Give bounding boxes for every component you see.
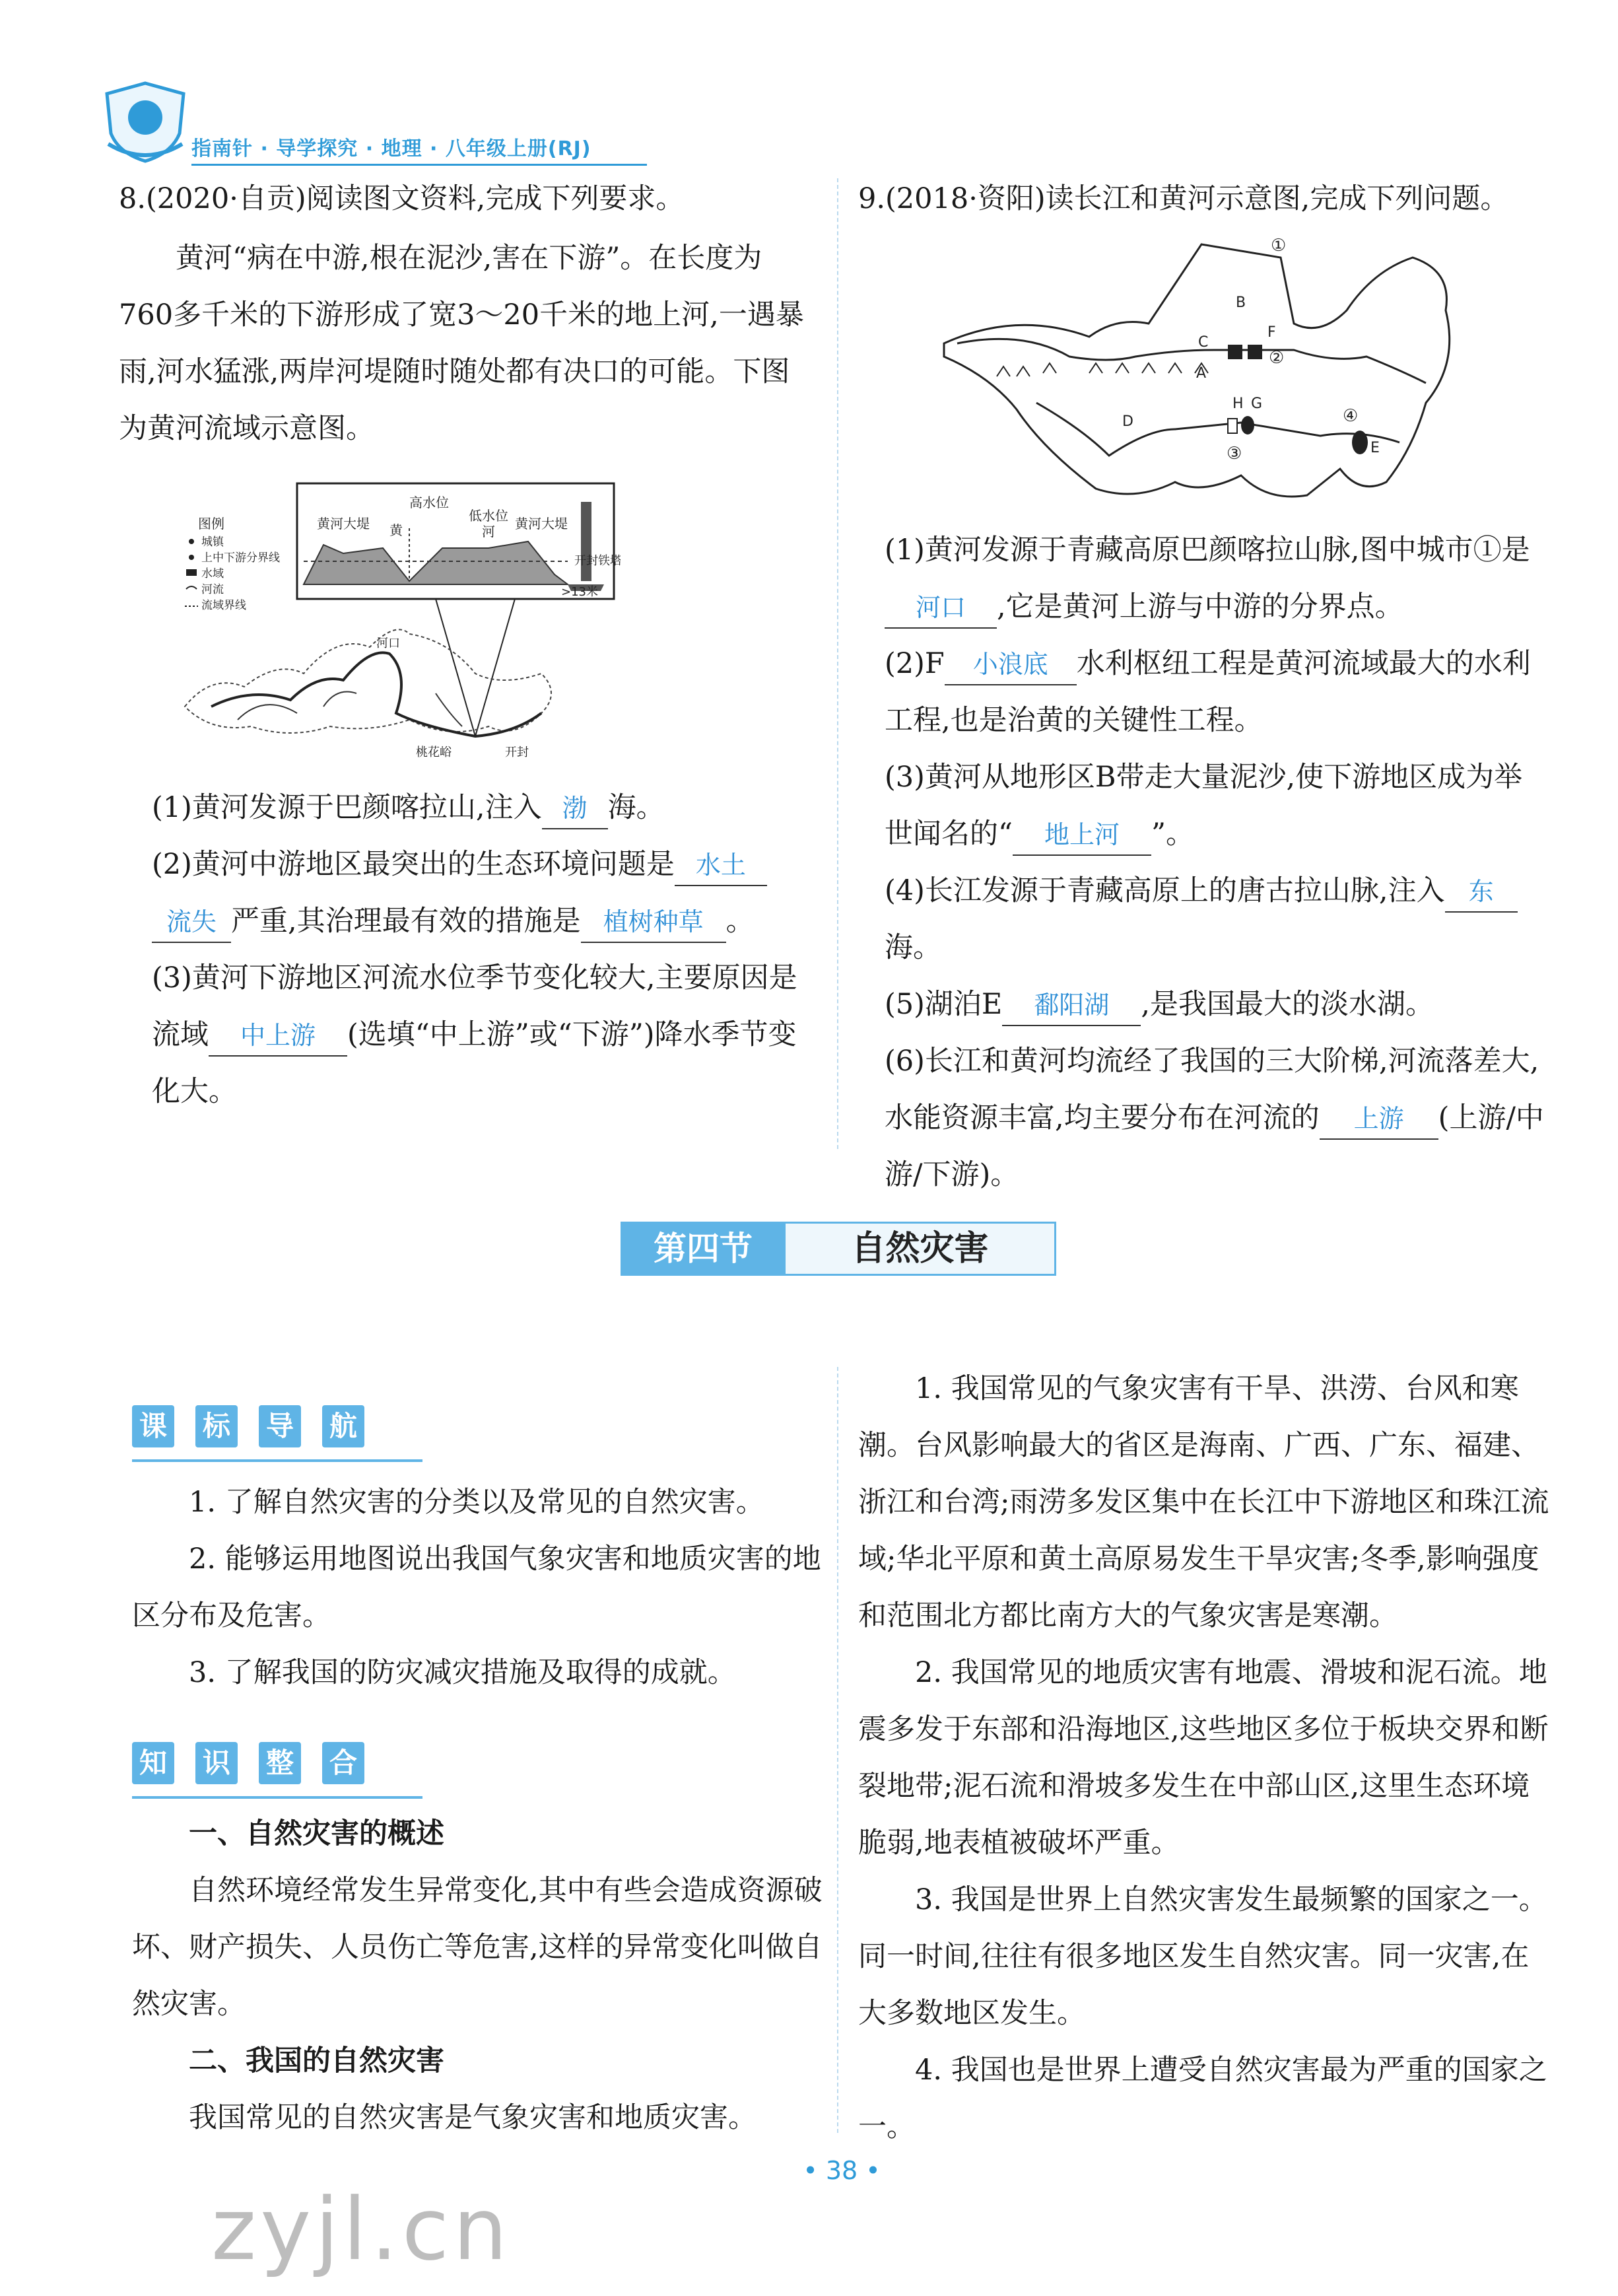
question-8 (119, 170, 812, 457)
legend-item: 流域界线 (201, 599, 246, 612)
page-number: • 38 • (803, 2156, 881, 2185)
q9-sub6: (6)长江和黄河均流经了我国的三大阶梯,河流落差大,水能资源丰富,均主要分布在河流的 上游 (上游/中游/下游)。 (885, 1045, 1544, 1191)
heading-badge: 航 (322, 1405, 364, 1447)
knowledge-paragraph-2: 我国常见的自然灾害是气象灾害和地质灾害。 (189, 2101, 757, 2134)
map-label: ③ (1227, 444, 1242, 464)
heading-badge: 识 (195, 1742, 238, 1784)
place-label: 桃花峪 (416, 746, 452, 759)
map-label: A (1196, 365, 1207, 382)
answer-blank[interactable]: 河口 (885, 588, 997, 629)
answer-blank[interactable]: 东 (1445, 872, 1518, 913)
note-paragraph: 2. 我国常见的地质灾害有地震、滑坡和泥石流。地震多发于东部和沿海地区,这些地区多位于板块交界和断裂地带;泥石流和滑坡多发生在中部山区,这里生态环境脆弱,地表植被破坏严重。 (858, 1656, 1549, 1860)
map-label: B (1236, 295, 1246, 311)
answer-blank[interactable]: 鄱阳湖 (1002, 985, 1141, 1026)
column-divider (837, 1367, 838, 2133)
answer-blank[interactable]: 流失 (152, 902, 231, 943)
guide-item: 1. 了解自然灾害的分类以及常见的自然灾害。 (189, 1486, 764, 1519)
heading-badge: 标 (195, 1405, 238, 1447)
map-label: H (1232, 396, 1244, 412)
inset-label: 河 (482, 524, 495, 539)
section-title-bar (621, 1222, 1056, 1276)
column-divider (837, 178, 838, 1149)
disaster-notes (858, 1360, 1551, 2155)
heading-badge: 合 (322, 1742, 364, 1784)
knowledge-summary (132, 1730, 825, 2146)
q9-subquestions (885, 522, 1545, 1203)
page-number-value: 38 (825, 2156, 858, 2185)
heading-badge: 知 (132, 1742, 174, 1784)
answer-blank[interactable]: 渤 (542, 788, 608, 829)
map-label: G (1251, 396, 1263, 412)
q8-passage: 黄河“病在中游,根在泥沙,害在下游”。在长度为760多千米的下游形成了宽3～20千米的地上河,一遇暴雨,河水猛涨,两岸河堤随时随处都有决口的可能。下图为黄河流域示意图。 (119, 242, 804, 445)
note-paragraph: 1. 我国常见的气象灾害有干旱、洪涝、台风和寒潮。台风影响最大的省区是海南、广西、广东、福建、浙江和台湾;雨涝多发区集中在长江中下游地区和珠江流域;华北平原和黄土高原易发生干旱灾害;冬季,影响强度和范围北方都比南方大的气象灾害是寒潮。 (858, 1372, 1549, 1632)
yellow-river-basin-map (172, 475, 621, 766)
note-paragraph: 3. 我国是世界上自然灾害发生最频繁的国家之一。同一时间,往往有很多地区发生自然灾害。同一灾害,在大多数地区发生。 (858, 1883, 1547, 2030)
answer-blank[interactable]: 地上河 (1013, 815, 1151, 856)
place-label: 河口 (376, 637, 400, 650)
map-label: D (1122, 413, 1133, 430)
q8-sub1: (1)黄河发源于巴颜喀拉山,注入 渤 海。 (152, 779, 812, 836)
legend-item: 上中下游分界线 (201, 551, 280, 565)
section-number: 第四节 (621, 1222, 786, 1276)
knowledge-heading-2: 二、我国的自然灾害 (189, 2044, 444, 2077)
inset-label: 开封铁塔 (574, 554, 621, 568)
q9-title: 9.(2018·资阳)读长江和黄河示意图,完成下列问题。 (858, 182, 1509, 215)
map-label: C (1198, 334, 1209, 351)
guide-item: 2. 能够运用地图说出我国气象灾害和地质灾害的地区分布及危害。 (132, 1543, 821, 1632)
q8-sub3: (3)黄河下游地区河流水位季节变化较大,主要原因是流域 中上游 (选填“中上游”或“下游”)降水季节变化大。 (152, 961, 797, 1108)
q8-sub2: (2)黄河中游地区最突出的生态环境问题是 水土 流失 严重,其治理最有效的措施是 植树种草 。 (152, 836, 812, 950)
answer-blank[interactable]: 上游 (1320, 1099, 1438, 1140)
answer-blank[interactable]: 植树种草 (581, 902, 726, 943)
inset-label: 低水位 (469, 508, 508, 524)
knowledge-heading (132, 1730, 422, 1799)
inset-label: 黄河大堤 (515, 516, 568, 532)
section-title: 自然灾害 (786, 1222, 1056, 1276)
curriculum-guide (132, 1393, 825, 1701)
inset-label: 黄 (389, 522, 403, 538)
inset-label: 高水位 (409, 495, 449, 510)
q8-subquestions (152, 779, 812, 1120)
running-header (191, 132, 647, 166)
q9-sub1: (1)黄河发源于青藏高原巴颜喀拉山脉,图中城市①是河口 ,它是黄河上游与中游的分界点。 (885, 522, 1545, 635)
legend-item: 河流 (201, 583, 224, 596)
guide-item: 3. 了解我国的防灾减灾措施及取得的成就。 (189, 1656, 736, 1689)
legend-title: 图例 (198, 516, 224, 532)
inset-label: 黄河大堤 (317, 516, 370, 532)
note-paragraph: 4. 我国也是世界上遭受自然灾害最为严重的国家之一。 (858, 2054, 1547, 2143)
legend-item: 水域 (201, 567, 224, 580)
guide-heading (132, 1393, 422, 1462)
answer-blank[interactable]: 水土 (675, 845, 767, 886)
heading-badge: 整 (259, 1742, 301, 1784)
q8-title: 8.(2020·自贡)阅读图文资料,完成下列要求。 (119, 182, 685, 215)
q9-sub2: (2)F 小浪底 水利枢纽工程是黄河流域最大的水利工程,也是治黄的关键性工程。 (885, 635, 1545, 749)
watermark: zyjl.cn (211, 2179, 512, 2279)
inset-label: >13米 (561, 585, 598, 599)
answer-blank[interactable]: 中上游 (209, 1016, 347, 1057)
map-label: ④ (1343, 406, 1359, 426)
header-text: 指南针 · 导学探究 · 地理 · 八年级上册(RJ) (191, 137, 591, 160)
knowledge-heading-1: 一、自然灾害的概述 (189, 1817, 444, 1850)
place-label: 开封 (505, 746, 529, 759)
school-shield-logo-icon (99, 79, 191, 165)
heading-badge: 课 (132, 1405, 174, 1447)
q9-sub3: (3)黄河从地形区B带走大量泥沙,使下游地区成为举世闻名的“ 地上河 ”。 (885, 749, 1545, 862)
question-9 (858, 170, 1551, 227)
yangtze-yellow-river-map (937, 231, 1466, 508)
map-label: F (1267, 324, 1276, 341)
knowledge-paragraph-1: 自然环境经常发生异常变化,其中有些会造成资源破坏、财产损失、人员伤亡等危害,这样的异常变化叫做自然灾害。 (132, 1874, 823, 2021)
legend-item: 城镇 (201, 536, 224, 549)
q9-sub5: (5)湖泊E 鄱阳湖 ,是我国最大的淡水湖。 (885, 976, 1545, 1033)
heading-badge: 导 (259, 1405, 301, 1447)
q9-sub4: (4)长江发源于青藏高原上的唐古拉山脉,注入 东海。 (885, 862, 1545, 976)
map-label: ② (1269, 348, 1285, 368)
map-label: E (1370, 440, 1380, 456)
answer-blank[interactable]: 小浪底 (945, 644, 1077, 685)
map-label: ① (1271, 236, 1287, 256)
